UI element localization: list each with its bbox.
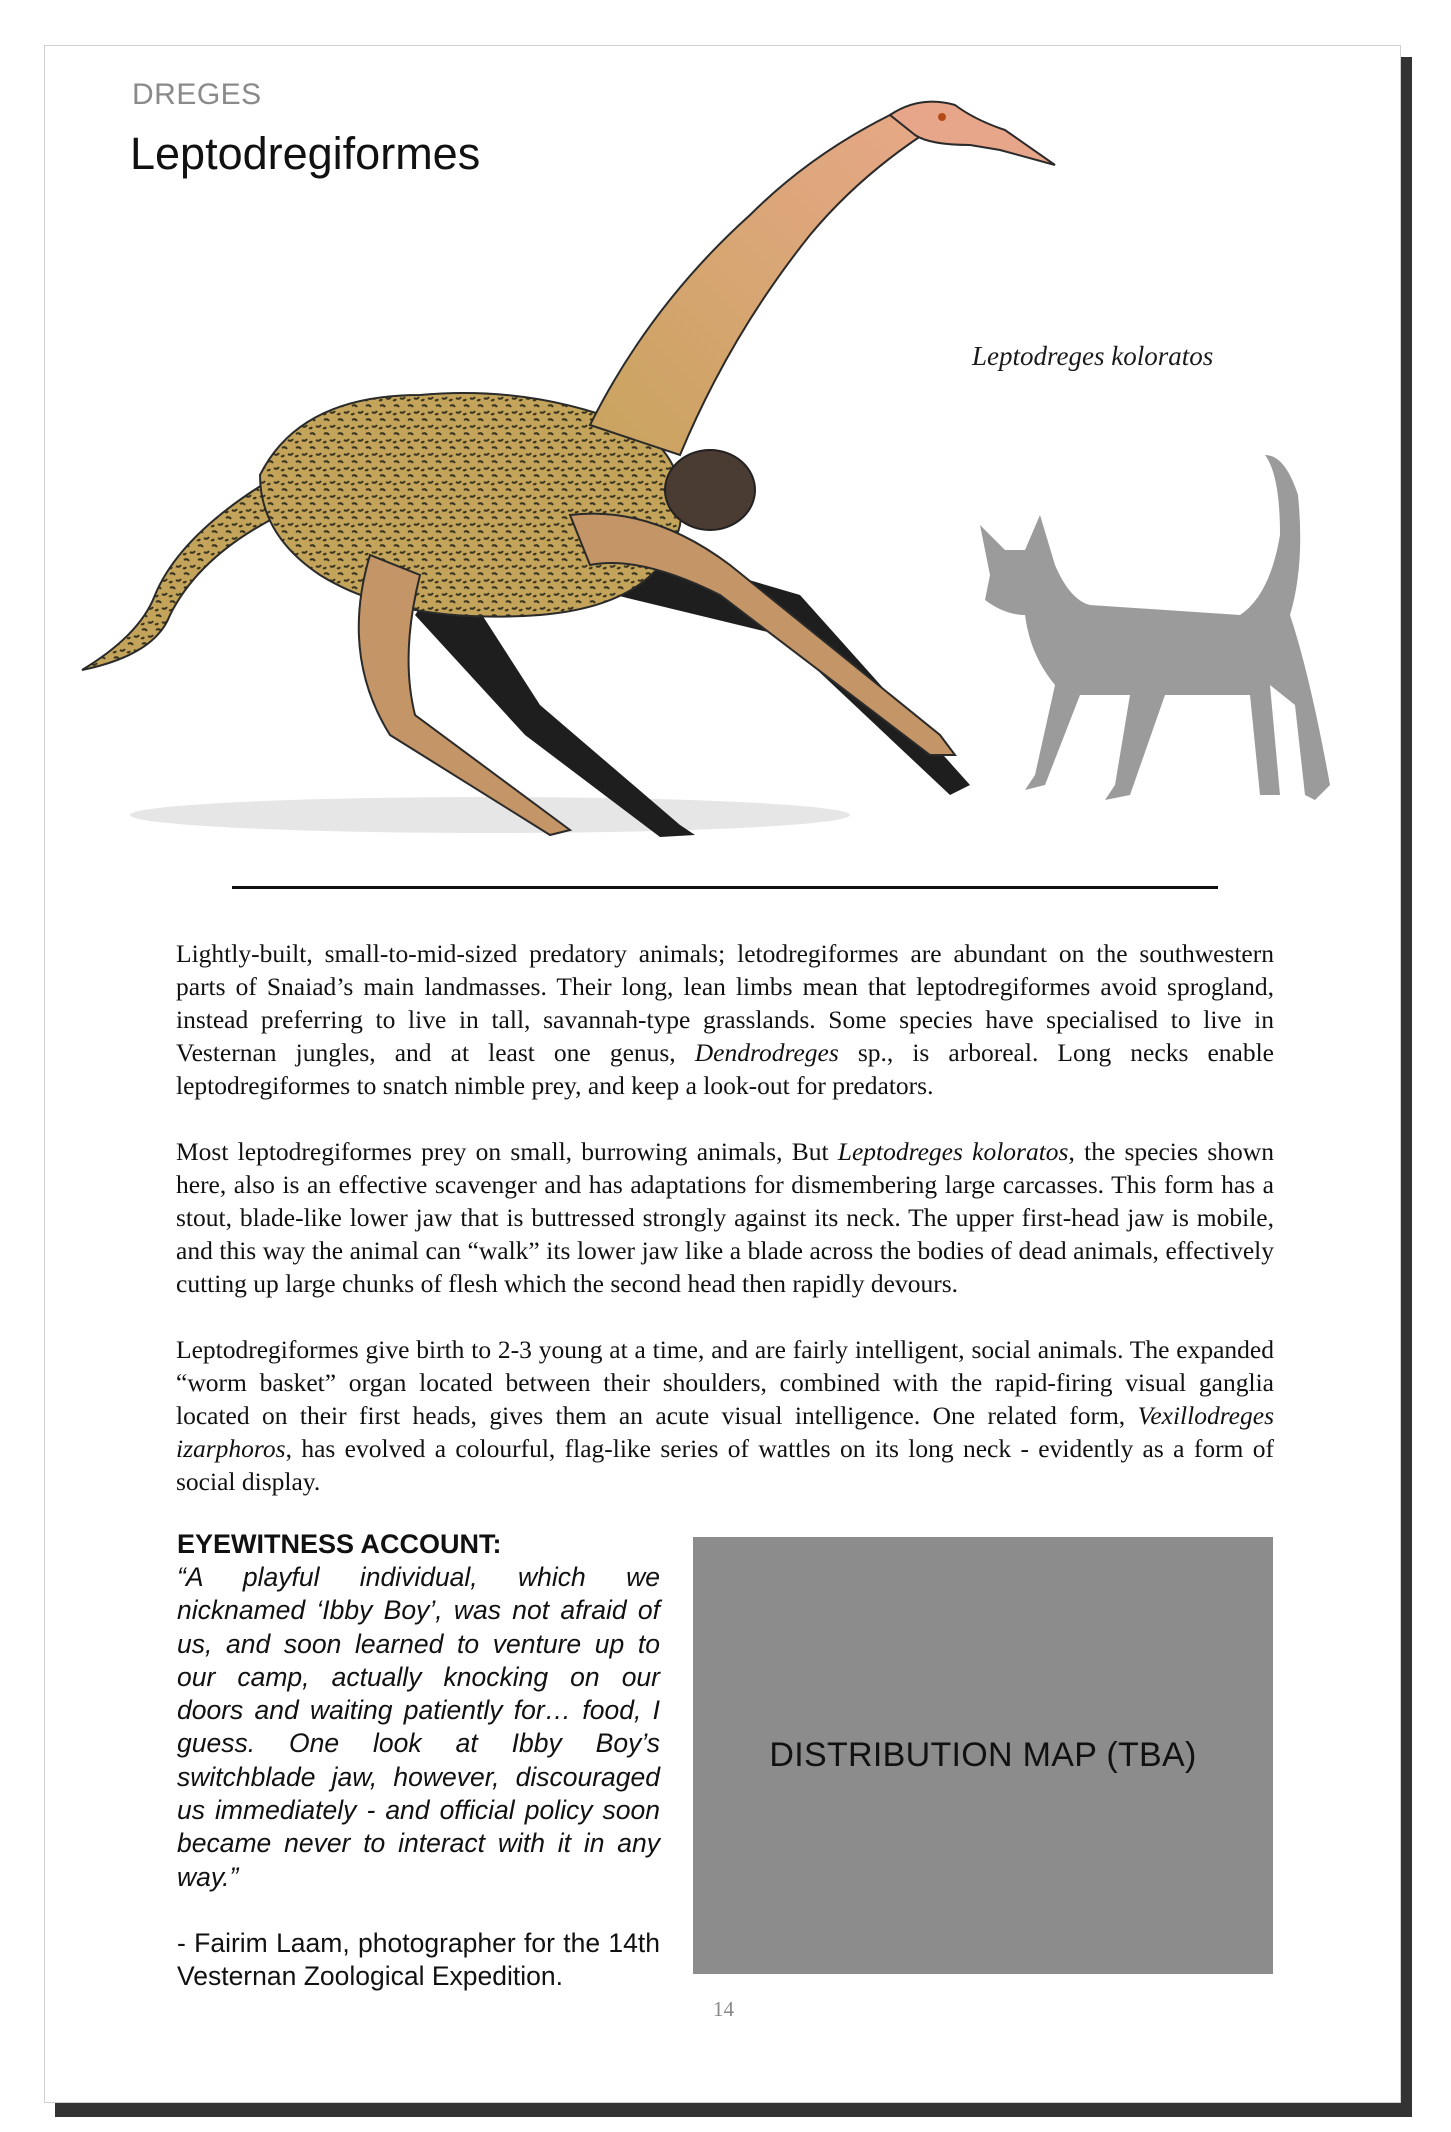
eyewitness-heading: EYEWITNESS ACCOUNT: [177, 1529, 502, 1559]
page-title: Leptodregiformes [130, 128, 481, 179]
neck [590, 115, 930, 455]
map-label: DISTRIBUTION MAP (TBA) [769, 1736, 1197, 1774]
near-fore-leg [570, 514, 955, 755]
eyewitness-attribution: - Fairim Laam, photographer for the 14th Vesternan Zoological Expedition. [177, 1927, 660, 1992]
paragraph-1: Lightly-built, small-to-mid-sized predatory animals; letodregiformes are abundant on the southwestern parts of Snaiad’s main landmasses. Their long, lean limbs mean that leptodregiformes avoid sprogland, instead preferring to live in tall, savannah-type grasslands. Some species have specialised to live in Vesternan jungles, and at least one genus, Dendrodreges sp., is arboreal. Long necks enable leptodregiformes to snatch nimble prey, and keep a look-out for predators. [176, 939, 1274, 1100]
body-text [176, 937, 1274, 1531]
tail [82, 480, 280, 670]
section-label: DREGES [132, 78, 262, 111]
eyewitness-account [177, 1528, 660, 1994]
paragraph-3: Leptodregiformes give birth to 2-3 young at a time, and are fairly intelligent, social animals. The expanded “worm basket” organ located between their shoulders, combined with the rapid-firing visual ganglia located on their first heads, gives them an acute visual intelligence. One related form, Vexillodreges izarphoros, has evolved a colourful, flag-like series of wattles on its long neck - evidently as a form of social display. [176, 1335, 1274, 1496]
page-number: 14 [713, 1997, 734, 2021]
distribution-map-placeholder [693, 1537, 1273, 1974]
far-fore-leg [615, 545, 970, 795]
head [890, 102, 1055, 165]
cat-silhouette-icon [980, 455, 1330, 800]
worm-basket [665, 450, 755, 530]
ground-shadow [130, 797, 850, 833]
paragraph-2: Most leptodregiformes prey on small, burrowing animals, But Leptodreges koloratos, the species shown here, also is an effective scavenger and has adaptations for dismembering large carcasses. This form has a stout, blade-like lower jaw that is buttressed strongly against its neck. The upper first-head jaw is mobile, and this way the animal can “walk” its lower jaw like a blade across the bodies of dead animals, effectively cutting up large chunks of flesh which the second head then rapidly devours. [176, 1137, 1274, 1298]
eye [938, 113, 946, 121]
eyewitness-quote: “A playful individual, which we nicknamed ‘Ibby Boy’, was not afraid of us, and soon learned to venture up to our camp, actually knocking on our doors and waiting patiently for… food, I guess. One look at Ibby Boy’s switchblade jaw, however, discouraged us immediately - and official policy soon became never to interact with it in any way.” [177, 1562, 660, 1892]
divider-rule [232, 886, 1218, 889]
illustration-caption: Leptodreges koloratos [972, 341, 1214, 371]
leptodreges-illustration [70, 95, 1380, 895]
